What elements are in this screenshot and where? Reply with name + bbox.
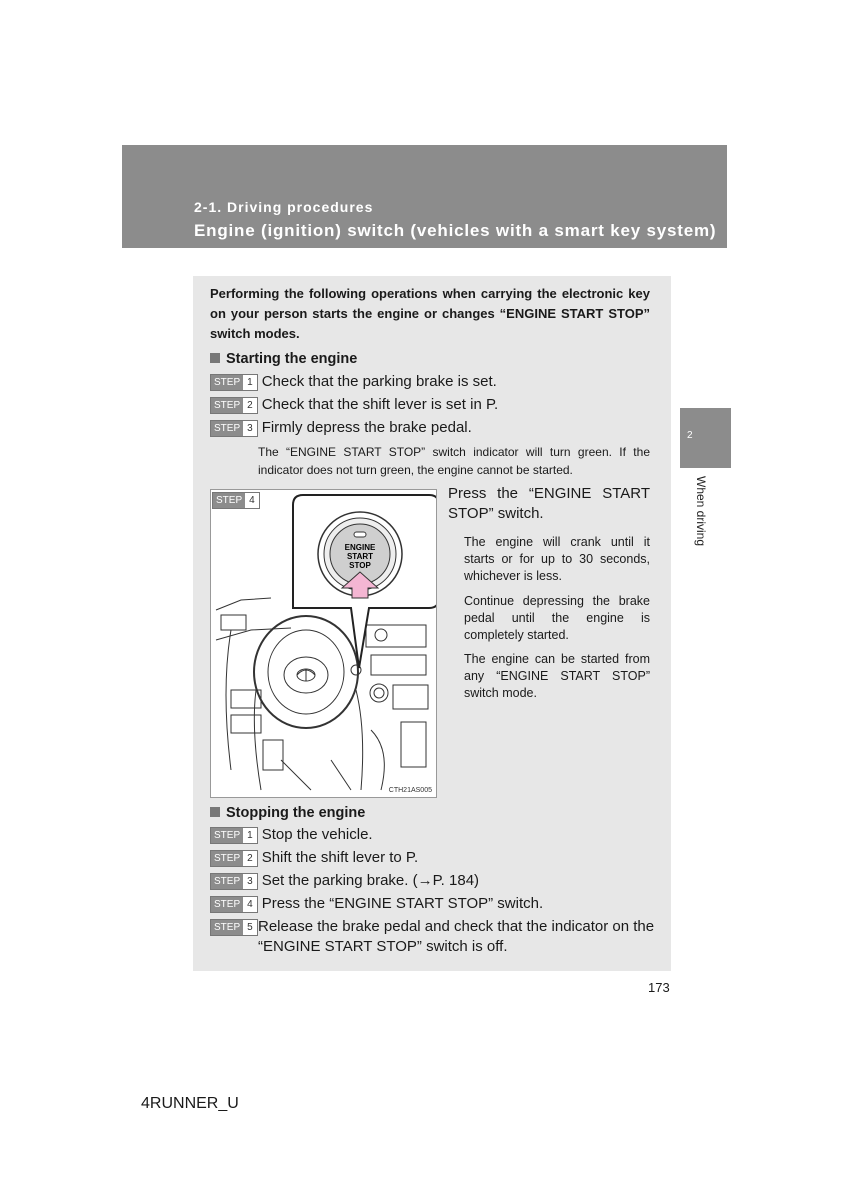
step4-note-2: Continue depressing the brake pedal until the engine is completely started. [464, 594, 650, 642]
square-bullet-icon [210, 807, 220, 817]
chapter-number: 2 [687, 430, 693, 441]
step-badge: STEP 4 [210, 896, 258, 913]
step4-text: Press the “ENGINE START STOP” switch. [448, 485, 650, 522]
stopping-heading: Stopping the engine [210, 805, 365, 821]
square-bullet-icon [210, 353, 220, 363]
chapter-label: When driving [694, 476, 708, 547]
page-number: 173 [648, 980, 670, 995]
step4-note-3: The engine can be started from any “ENGINE START STOP” switch mode. [464, 652, 650, 700]
step3-note: The “ENGINE START STOP” switch indicator will turn green. If the indicator does not turn green, the engine cannot be started. [258, 445, 650, 477]
chapter-tab[interactable] [680, 408, 731, 468]
stop-step-3: STEP 3 Set the parking brake. (→P. 184) [210, 871, 479, 891]
engine-label: ENGINE [344, 543, 376, 552]
step4-note-1: The engine will crank until it starts or for up to 30 seconds, whichever is less. [464, 535, 650, 583]
step-badge: STEP 2 [210, 397, 258, 414]
stop-step-4: STEP 4 Press the “ENGINE START STOP” switch. [210, 894, 543, 914]
step-badge: STEP 4 [212, 492, 260, 509]
stop-step-2: STEP 2 Shift the shift lever to P. [210, 848, 418, 868]
start-label: START [346, 552, 374, 561]
figure-code: CTH21AS005 [388, 787, 432, 794]
starting-heading: Starting the engine [210, 351, 357, 367]
section-label: 2-1. Driving procedures [194, 199, 374, 215]
step-badge: STEP 2 [210, 850, 258, 867]
content-panel [193, 276, 671, 971]
start-step-3: STEP 3 Firmly depress the brake pedal. [210, 418, 472, 438]
stop-step-1: STEP 1 Stop the vehicle. [210, 825, 373, 845]
step-badge: STEP 5 [210, 919, 258, 936]
engine-switch-illustration [210, 489, 437, 798]
stop-step-5: STEP 5 Release the brake pedal and check that the indicator on the “ENGINE START STOP” switch is off. [210, 917, 655, 957]
page-header [122, 145, 727, 248]
intro-text: Performing the following operations when carrying the electronic key on your person starts the engine or changes “ENGINE START STOP” switch modes. [210, 286, 650, 341]
start-step-1: STEP 1 Check that the parking brake is set. [210, 372, 497, 392]
start-step-2: STEP 2 Check that the shift lever is set in P. [210, 395, 498, 415]
step-badge: STEP 1 [210, 374, 258, 391]
dashboard-drawing [211, 490, 436, 797]
step-badge: STEP 3 [210, 420, 258, 437]
stop-label: STOP [349, 561, 371, 570]
step-badge: STEP 3 [210, 873, 258, 890]
footer-model: 4RUNNER_U [141, 1095, 239, 1112]
page-title: Engine (ignition) switch (vehicles with a smart key system) [194, 221, 717, 240]
step-badge: STEP 1 [210, 827, 258, 844]
